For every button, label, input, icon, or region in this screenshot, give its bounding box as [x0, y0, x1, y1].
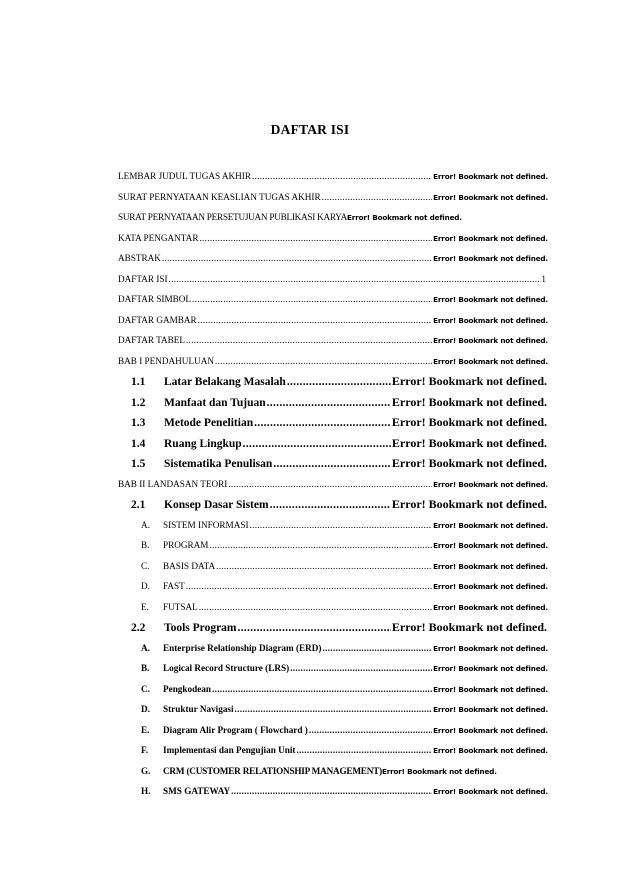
- toc-entry-page: Error! Bookmark not defined.: [391, 374, 547, 388]
- toc-entry-label: BASIS DATA: [163, 560, 216, 571]
- toc-entry[interactable]: [118, 233, 548, 243]
- toc-entry[interactable]: [141, 704, 548, 714]
- toc-entry-number: B.: [141, 540, 150, 550]
- toc-entry[interactable]: [118, 479, 548, 489]
- toc-entry-number: G.: [141, 765, 151, 776]
- toc-entry-page: Error! Bookmark not defined.: [433, 479, 548, 489]
- toc-entry-label: SMS GATEWAY: [163, 786, 231, 796]
- toc-entry-page: Error! Bookmark not defined.: [381, 766, 497, 776]
- toc-entry[interactable]: [118, 274, 546, 284]
- leader-dots: [199, 233, 432, 243]
- leader-dots: [273, 458, 391, 470]
- toc-entry-label: Pengkodean: [163, 683, 211, 694]
- toc-entry-page: Error! Bookmark not defined.: [391, 415, 547, 429]
- toc-entry-label: Implementasi dan Pengujian Unit: [163, 745, 296, 755]
- toc-entry-label: Enterprise Relationship Diagram (ERD): [163, 642, 322, 653]
- toc-entry-label: Manfaat dan Tujuan: [164, 396, 266, 409]
- toc-entry-page: Error! Bookmark not defined.: [433, 520, 548, 530]
- toc-entry-number: D.: [141, 704, 150, 714]
- toc-entry[interactable]: [141, 684, 548, 694]
- toc-entry-label: Sistematika Penulisan: [164, 458, 273, 470]
- toc-entry-page: Error! Bookmark not defined.: [433, 582, 548, 591]
- toc-entry-label: Tools Program: [164, 622, 237, 634]
- toc-entry-label: DAFTAR TABEL: [118, 335, 186, 345]
- toc-entry-number: 1.2: [131, 396, 146, 409]
- toc-entry[interactable]: [141, 540, 548, 550]
- toc-entry-number: A.: [141, 642, 150, 653]
- toc-entry[interactable]: [118, 171, 548, 181]
- toc-entry[interactable]: [141, 561, 548, 571]
- toc-entry-page: Error! Bookmark not defined.: [433, 705, 548, 714]
- leader-dots: [186, 335, 432, 345]
- toc-entry-label: DAFTAR GAMBAR: [118, 314, 197, 325]
- toc-entry[interactable]: [141, 602, 548, 612]
- toc-entry-number: 1.5: [131, 458, 146, 470]
- toc-entry-page: Error! Bookmark not defined.: [391, 456, 547, 470]
- toc-entry-page: Error! Bookmark not defined.: [433, 315, 548, 325]
- toc-entry-label: Logical Record Structure (LRS): [163, 663, 290, 673]
- toc-entry[interactable]: [141, 520, 548, 530]
- toc-entry-number: 1.3: [131, 417, 146, 429]
- toc-entry-page: Error! Bookmark not defined.: [433, 602, 548, 612]
- toc-entry-page: Error! Bookmark not defined.: [433, 336, 548, 345]
- toc-entry[interactable]: [118, 212, 568, 222]
- toc-entry-number: H.: [141, 786, 151, 796]
- toc-entry-number: 2.2: [131, 622, 146, 634]
- leader-dots: [209, 540, 432, 550]
- toc-entry-page: Error! Bookmark not defined.: [433, 192, 548, 202]
- toc-entry[interactable]: [141, 663, 548, 673]
- toc-entry[interactable]: [131, 456, 547, 471]
- toc-entry-label: FAST: [163, 581, 185, 591]
- toc-entry-label: SURAT PERNYATAAN PERSETUJUAN PUBLIKASI KARYA: [118, 212, 348, 222]
- leader-dots: [322, 192, 433, 202]
- toc-entry-page: Error! Bookmark not defined.: [433, 295, 548, 304]
- leader-dots: [198, 315, 433, 325]
- toc-entry-page: Error! Bookmark not defined.: [433, 787, 548, 796]
- toc-entry-number: C.: [141, 683, 150, 694]
- leader-dots: [169, 274, 541, 284]
- toc-entry[interactable]: [141, 745, 548, 755]
- toc-entry[interactable]: [118, 192, 548, 202]
- toc-entry[interactable]: [131, 374, 547, 389]
- page-title: DAFTAR ISI: [270, 122, 350, 137]
- toc-entry[interactable]: [141, 725, 548, 735]
- leader-dots: [228, 479, 432, 489]
- toc-entry-page: Error! Bookmark not defined.: [391, 394, 547, 409]
- toc-entry-label: SISTEM INFORMASI: [163, 519, 249, 530]
- toc-entry-number: 2.1: [131, 499, 146, 511]
- toc-entry-page: Error! Bookmark not defined.: [433, 541, 548, 550]
- toc-entry-page: Error! Bookmark not defined.: [433, 684, 548, 694]
- leader-dots: [216, 561, 432, 571]
- toc-entry[interactable]: [118, 315, 548, 325]
- leader-dots: [287, 376, 391, 388]
- toc-entry-number: 1.1: [131, 376, 146, 388]
- leader-dots: [215, 356, 432, 366]
- leader-dots: [296, 745, 432, 755]
- toc-entry-page: Error! Bookmark not defined.: [391, 435, 547, 450]
- toc-entry-label: BAB I PENDAHULUAN: [118, 355, 214, 366]
- toc-entry-label: Latar Belakang Masalah: [164, 376, 286, 388]
- toc-entry-label: Diagram Alir Program ( Flowchard ): [163, 724, 308, 735]
- toc-entry-label: LEMBAR JUDUL TUGAS AKHIR: [118, 171, 251, 181]
- leader-dots: [162, 253, 432, 263]
- leader-dots: [267, 397, 391, 409]
- toc-entry-page: Error! Bookmark not defined.: [347, 213, 462, 222]
- toc-entry[interactable]: [141, 786, 548, 796]
- toc-entry-label: Struktur Navigasi: [163, 704, 234, 714]
- toc-entry-page: Error! Bookmark not defined.: [391, 620, 547, 634]
- leader-dots: [309, 725, 432, 735]
- toc-entry-number: D.: [141, 581, 150, 591]
- toc-entry-label: DAFTAR SIMBOL: [118, 294, 192, 304]
- toc-entry-number: 1.4: [131, 437, 146, 450]
- toc-entry-number: B.: [141, 663, 150, 673]
- toc-entry-number: E.: [141, 724, 150, 735]
- toc-entry-page: Error! Bookmark not defined.: [391, 497, 547, 511]
- toc-entry[interactable]: [118, 356, 548, 366]
- toc-entry[interactable]: [141, 643, 548, 653]
- toc-entry-number: A.: [141, 519, 150, 530]
- leader-dots: [322, 643, 432, 653]
- toc-entry-label: Metode Penelitian: [164, 417, 254, 429]
- toc-entry-label: CRM (CUSTOMER RELATIONSHIP MANAGEMENT): [163, 765, 382, 776]
- toc-entry-label: BAB II LANDASAN TEORI: [118, 478, 228, 489]
- leader-dots: [186, 581, 432, 591]
- toc-entry[interactable]: [118, 335, 548, 345]
- toc-entry-label: PROGRAM: [163, 540, 209, 550]
- toc-entry[interactable]: [131, 395, 547, 410]
- toc-entry-label: Ruang Lingkup: [164, 437, 242, 450]
- toc-entry[interactable]: [131, 620, 547, 635]
- toc-entry-label: KATA PENGANTAR: [118, 232, 199, 243]
- toc-entry-page: Error! Bookmark not defined.: [433, 233, 548, 243]
- toc-entry-number: C.: [141, 560, 150, 571]
- toc-entry-label: SURAT PERNYATAAN KEASLIAN TUGAS AKHIR: [118, 191, 321, 202]
- leader-dots: [192, 294, 432, 304]
- toc-entry-page: Error! Bookmark not defined.: [433, 664, 548, 673]
- toc-entry-page: Error! Bookmark not defined.: [433, 643, 548, 653]
- toc-entry[interactable]: [141, 766, 591, 776]
- toc-entry-label: DAFTAR ISI: [118, 273, 168, 284]
- toc-entry-page: Error! Bookmark not defined.: [433, 746, 548, 755]
- toc-entry-page: Error! Bookmark not defined.: [433, 172, 548, 181]
- toc-entry[interactable]: [118, 253, 548, 263]
- toc-entry-label: Konsep Dasar Sistem: [164, 499, 269, 511]
- toc-entry[interactable]: [118, 294, 548, 304]
- toc-entry-number: E.: [141, 601, 149, 612]
- toc-entry-page: 1: [541, 273, 546, 284]
- toc-entry[interactable]: [131, 415, 547, 430]
- leader-dots: [199, 602, 432, 612]
- toc-entry-label: FUTSAL: [163, 601, 198, 612]
- leader-dots: [250, 520, 433, 530]
- leader-dots: [254, 417, 391, 429]
- leader-dots: [270, 499, 391, 511]
- toc-entry[interactable]: [131, 436, 547, 451]
- leader-dots: [231, 786, 432, 796]
- leader-dots: [235, 704, 433, 714]
- leader-dots: [252, 171, 432, 181]
- toc-entry-page: Error! Bookmark not defined.: [433, 356, 548, 366]
- leader-dots: [290, 663, 432, 673]
- toc-entry-number: F.: [141, 745, 149, 755]
- toc-entry[interactable]: [141, 581, 548, 591]
- toc-entry-page: Error! Bookmark not defined.: [433, 561, 548, 571]
- toc-entry-page: Error! Bookmark not defined.: [433, 254, 548, 263]
- toc-entry-page: Error! Bookmark not defined.: [433, 725, 548, 735]
- leader-dots: [212, 684, 432, 694]
- leader-dots: [243, 438, 391, 450]
- toc-entry-label: ABSTRAK: [118, 253, 161, 263]
- toc-entry[interactable]: [131, 497, 547, 512]
- leader-dots: [238, 622, 391, 634]
